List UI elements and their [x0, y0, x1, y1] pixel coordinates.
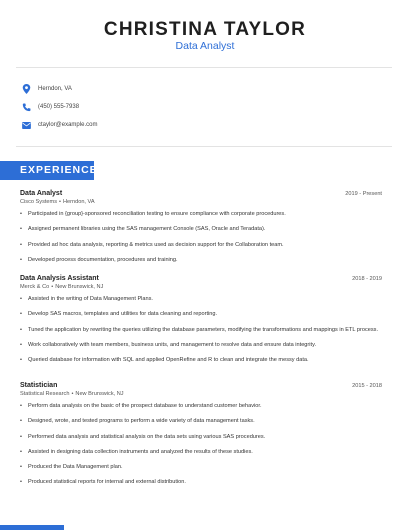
job-bullets: [20, 295, 382, 364]
job-entry: [20, 382, 382, 494]
list-item: • Assisted in designing data collection instruments and analyzed the results of these studies.: [20, 448, 382, 456]
list-item: • Perform data analysis on the basic of the prospect database to understand customer behavior.: [20, 402, 382, 410]
job-location: Herndon, VA: [62, 199, 95, 205]
envelope-icon: [20, 119, 32, 131]
list-item: • Assisted in the writing of Data Management Plans.: [20, 295, 382, 303]
section-heading-bar: [0, 525, 64, 530]
list-item: • Produced statistical reports for internal and external distribution.: [20, 478, 382, 486]
divider: [16, 146, 392, 147]
job-title: Data Analysis Assistant: [20, 275, 99, 282]
job-company-line: Cisco Systems • Herndon, VA: [20, 199, 95, 205]
location-pin-icon: [20, 83, 32, 95]
job-title: Statistician: [20, 382, 58, 389]
contact-email[interactable]: [20, 119, 320, 131]
list-item: • Designed, wrote, and tested programs to perform a wide variety of data management tasks.: [20, 417, 382, 425]
job-dates: 2015 - 2018: [352, 383, 382, 389]
job-entry: [20, 275, 382, 371]
job-location: New Brunswick, NJ: [55, 284, 104, 290]
list-item: • Developed process documentation, procedures and training.: [20, 256, 382, 264]
email-link[interactable]: ctaylor@example.com: [38, 122, 98, 128]
job-company: Cisco Systems: [20, 199, 57, 205]
job-bullets: [20, 402, 382, 486]
job-location: New Brunswick, NJ: [75, 391, 124, 397]
divider: [16, 67, 392, 68]
location-text: Herndon, VA: [38, 86, 72, 92]
phone-icon: [20, 101, 32, 113]
candidate-name: CHRISTINA TAYLOR: [103, 19, 307, 40]
list-item: • Produced the Data Management plan.: [20, 463, 382, 471]
job-dates: 2019 - Present: [345, 191, 382, 197]
list-item: • Performed data analysis and statistical analysis on the data sets using various SAS procedures.: [20, 433, 382, 441]
job-entry: [20, 190, 382, 271]
list-item: • Work collaboratively with team members, business units, and management to resolve data and ensure data integrity.: [20, 341, 382, 349]
list-item: • Participated in {group}-sponsored reconciliation testing to ensure compliance with corporate procedures.: [20, 210, 382, 218]
list-item: • Assigned permanent libraries using the SAS management Console (SAS, Oracle and Teradata).: [20, 225, 382, 233]
job-dates: 2018 - 2019: [352, 276, 382, 282]
list-item: • Develop SAS macros, templates and utilities for data cleaning and reporting.: [20, 310, 382, 318]
job-company: Merck & Co: [20, 284, 50, 290]
list-item: • Tuned the application by rewriting the queries utilizing the database parameters, modifying the transformations and mappings in ETL process.: [20, 326, 382, 334]
job-title: Data Analyst: [20, 190, 63, 197]
job-bullets: [20, 210, 382, 264]
phone-text: (450) 555-7938: [38, 104, 80, 110]
list-item: • Provided ad hoc data analysis, reporting & metrics used as decision support for the Collaboration team.: [20, 241, 382, 249]
job-company-line: Statistical Research • New Brunswick, NJ: [20, 391, 124, 397]
job-company-line: Merck & Co • New Brunswick, NJ: [20, 284, 104, 290]
contact-location: [20, 83, 320, 95]
section-heading-experience: EXPERIENCE: [20, 164, 98, 176]
job-title-heading: Data Analyst: [175, 40, 235, 52]
job-company: Statistical Research: [20, 391, 70, 397]
contact-phone: [20, 101, 320, 113]
list-item: • Queried database for information with SQL and applied OpenRefine and R to clean and integrate the messy data.: [20, 356, 382, 364]
